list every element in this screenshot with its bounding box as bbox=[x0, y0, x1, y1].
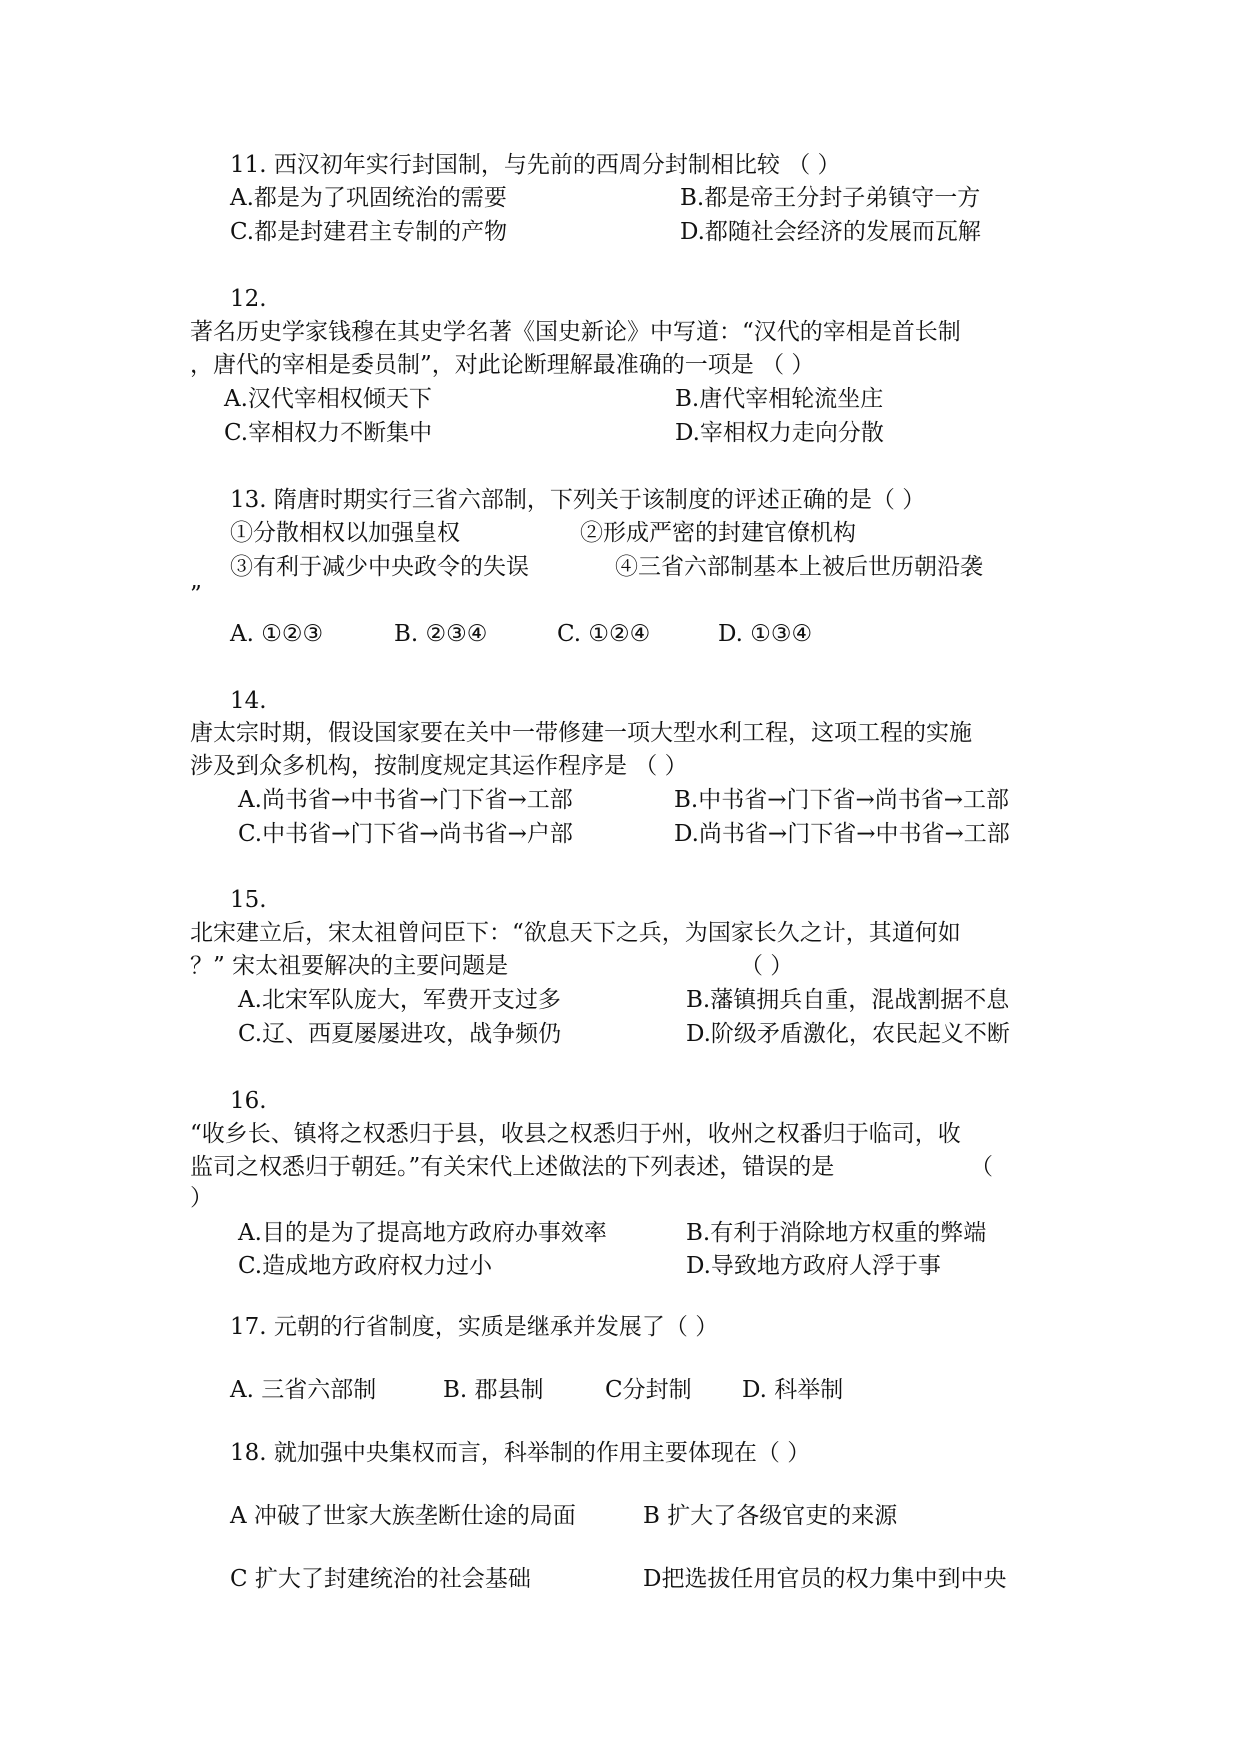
q15-option-c: C.辽、西夏屡屡进攻，战争频仍 bbox=[238, 1021, 562, 1047]
q14-stem-line2: 涉及到众多机构，按制度规定其运作程序是 （ ） bbox=[190, 753, 688, 779]
q18-option-b: B 扩大了各级官吏的来源 bbox=[643, 1503, 898, 1529]
q14-option-b: B.中书省→门下省→尚书省→工部 bbox=[674, 787, 1010, 813]
q17-stem: 17. 元朝的行省制度，实质是继承并发展了（ ） bbox=[230, 1314, 719, 1340]
q13-statement-3: ③有利于减少中央政令的失误 bbox=[230, 554, 529, 580]
q11-option-c: C.都是封建君主专制的产物 bbox=[230, 219, 508, 245]
q15-stem-line1: 北宋建立后，宋太祖曾问臣下：“欲息天下之兵，为国家长久之计，其道何如 bbox=[190, 920, 961, 946]
q14-stem-line1: 唐太宗时期，假设国家要在关中一带修建一项大型水利工程，这项工程的实施 bbox=[190, 720, 972, 746]
q13-option-a: A. ①②③ bbox=[230, 621, 324, 647]
q17-option-a: A. 三省六部制 bbox=[230, 1377, 377, 1403]
q12-option-a: A.汉代宰相权倾天下 bbox=[224, 386, 432, 412]
q13-stem: 13. 隋唐时期实行三省六部制，下列关于该制度的评述正确的是（ ） bbox=[230, 487, 926, 513]
q16-paren-open: （ bbox=[970, 1154, 993, 1180]
q13-stray-quote: ” bbox=[190, 582, 202, 608]
q16-stem-line1: “收乡长、镇将之权悉归于县，收县之权悉归于州，收州之权番归于临司，收 bbox=[190, 1121, 961, 1147]
q15-answer-paren: （ ） bbox=[740, 953, 794, 979]
q12-option-d: D.宰相权力走向分散 bbox=[675, 420, 884, 446]
q15-option-b: B.藩镇拥兵自重，混战割据不息 bbox=[686, 987, 1010, 1013]
q16-paren-close: ） bbox=[190, 1185, 213, 1211]
q12-option-b: B.唐代宰相轮流坐庄 bbox=[675, 386, 884, 412]
q14-option-c: C.中书省→门下省→尚书省→户部 bbox=[238, 821, 573, 847]
q11-stem: 11. 西汉初年实行封国制，与先前的西周分封制相比较 （ ） bbox=[230, 152, 841, 178]
q14-option-d: D.尚书省→门下省→中书省→工部 bbox=[674, 821, 1010, 847]
q16-option-a: A.目的是为了提高地方政府办事效率 bbox=[238, 1220, 607, 1246]
q12-option-c: C.宰相权力不断集中 bbox=[224, 420, 433, 446]
q12-number: 12. bbox=[230, 286, 267, 312]
q15-option-a: A.北宋军队庞大，军费开支过多 bbox=[238, 987, 561, 1013]
q13-statement-4: ④三省六部制基本上被后世历朝沿袭 bbox=[615, 554, 983, 580]
q18-stem: 18. 就加强中央集权而言，科举制的作用主要体现在（ ） bbox=[230, 1440, 811, 1466]
q16-option-d: D.导致地方政府人浮于事 bbox=[686, 1253, 941, 1279]
q16-option-c: C.造成地方政府权力过小 bbox=[238, 1253, 493, 1279]
q15-number: 15. bbox=[230, 887, 267, 913]
q11-option-b: B.都是帝王分封子弟镇守一方 bbox=[680, 185, 981, 211]
q12-stem-line1: 著名历史学家钱穆在其史学名著《国史新论》中写道：“汉代的宰相是首长制 bbox=[190, 319, 961, 345]
q16-option-b: B.有利于消除地方权重的弊端 bbox=[686, 1220, 987, 1246]
q15-option-d: D.阶级矛盾激化，农民起义不断 bbox=[686, 1021, 1010, 1047]
q15-stem-line2: ？” 宋太祖要解决的主要问题是 bbox=[190, 953, 509, 979]
q13-statement-1: ①分散相权以加强皇权 bbox=[230, 520, 460, 546]
q14-option-a: A.尚书省→中书省→门下省→工部 bbox=[238, 787, 573, 813]
q18-option-a: A 冲破了世家大族垄断仕途的局面 bbox=[230, 1503, 576, 1529]
q17-option-b: B. 郡县制 bbox=[443, 1377, 544, 1403]
q17-option-d: D. 科举制 bbox=[742, 1377, 844, 1403]
q13-statement-2: ②形成严密的封建官僚机构 bbox=[580, 520, 856, 546]
q12-stem-line2: ，唐代的宰相是委员制”，对此论断理解最准确的一项是 （ ） bbox=[190, 352, 815, 378]
q18-option-d: D把选拔任用官员的权力集中到中央 bbox=[643, 1566, 1007, 1592]
q17-option-c: C分封制 bbox=[605, 1377, 692, 1403]
q16-stem-line2: 监司之权悉归于朝廷。”有关宋代上述做法的下列表述，错误的是 bbox=[190, 1154, 835, 1180]
q13-option-c: C. ①②④ bbox=[557, 621, 651, 647]
q13-option-b: B. ②③④ bbox=[394, 621, 488, 647]
q11-option-a: A.都是为了巩固统治的需要 bbox=[230, 185, 507, 211]
q18-option-c: C 扩大了封建统治的社会基础 bbox=[230, 1566, 531, 1592]
q16-number: 16. bbox=[230, 1088, 267, 1114]
q13-option-d: D. ①③④ bbox=[718, 621, 813, 647]
q14-number: 14. bbox=[230, 688, 267, 714]
q11-option-d: D.都随社会经济的发展而瓦解 bbox=[680, 219, 981, 245]
